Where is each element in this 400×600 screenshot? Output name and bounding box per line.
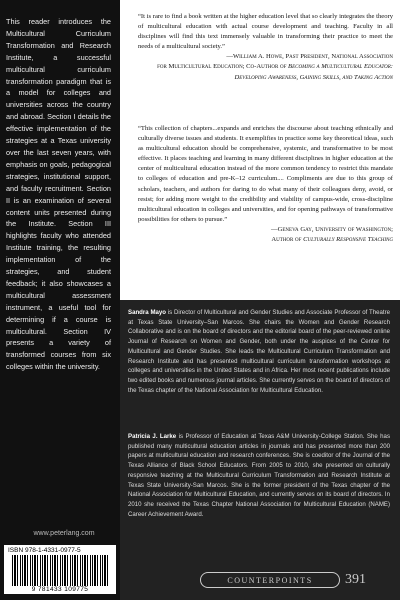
bio-text: is Director of Multicultural and Gender Studies and Associate Professor of Theatre at Texas State University–San Marcos. She chairs the Women and Gender Research Collaborative and is on the board of directors and the editorial board of the peer-reviewed online Journal of Research on Women and Gender, both under the auspices of the Center for Multicultural and Gender Studies. She leads the Multicultural Curriculum Transformation and Research Institute and has presented multicultural curriculum transformation workshops at colleges and universities in the United States and in Africa. Her most recent publications include two edited books and numerous journal articles. She currently serves on the board of directors of the Texas chapter of the National Association for Multicultural Education.: [128, 309, 390, 394]
left-column: [0, 0, 120, 600]
endorsement-text: “This collection of chapters...expands and enriches the discourse about teaching ethnically and culturally diverse issues and students. It exemplifies in practice some key theoretical ideas, such as multicultural education should be comprehensive, systemic, and transformative to be most effective. It places teaching and learning in many different disciplines in higher education at the center of multicultural education instead of the more common tendency to restrict this mandate to colleges of education and pre-K–12 curriculum.... Compliments are due to this group of scholars, teachers, and authors for daring to do what many of their colleagues deny, avoid, or resist; for adding more weight to the credibility and viability of campus-wide, cross-discipline multicultural education in colleges and universities, and for opening pathways of transformative possibilities for others to pursue.”: [138, 125, 393, 223]
endorsement-gay: [138, 124, 393, 245]
author-bios-panel: [120, 300, 400, 600]
attribution-line: —William A. Howe, Past President, National Association: [226, 53, 393, 61]
isbn-label: ISBN 978-1-4331-0977-5: [8, 547, 81, 554]
endorsement-howe: [138, 12, 393, 83]
attribution-line: [138, 235, 393, 245]
barcode-icon: [12, 555, 110, 586]
endorsement-text: “It is rare to find a book written at the higher education level that so clearly integrates the theory of multicultural education with actual course development and teaching. Faculty in all disciplines will find this text immensely valuable in transforming their practice to meet the needs of a multicultural society.”: [138, 13, 393, 51]
attribution-book-title: Becoming a Multicultural Educator: Developing Awareness, Gaining Skills, and Taking Action: [234, 63, 393, 81]
bio-name: Patricia J. Larke: [128, 433, 177, 440]
series-number: 391: [345, 572, 366, 587]
bio-text: is Professor of Education at Texas A&M University-College Station. She has published many multicultural education articles in journals and has presented more than 200 papers at multicultural education and research conferences. She is coeditor of the Journal of the Texas Alliance of Black School Educators. From 2005 to 2010, she presented on culturally responsive teaching at the Multicultural Curriculum Transformation and Research Institute at Texas State University-San Marcos. She is the former president of the Texas chapter of the National Association for Multicultural Education, and currently serves on its board of directors. In 2010 she received the Texas Chapter National Association for Multicultural Education (NAME) Career Achievement Award.: [128, 433, 390, 518]
book-blurb: This reader introduces the Multicultural Curriculum Transformation and Research Institute, a successful multicultural curriculum transformation paradigm that is a model for colleges and universities across the country and abroad. Section I details the effective implementation of the strategies at a Texas university over the last seven years, with emphasis on goals, pedagogical strategies, institutional support, and faculty recruitment. Section II is an examination of several content units presented during the Institute. Section III highlights faculty who attended Institute training, the resulting implementation of the strategies, and student feedback; it also showcases a multicultural assessment instrument, a useful tool for determining if a course is multicultural. Section IV presents a variety of transformed courses from six colleges within the university.: [6, 17, 111, 372]
bio-name: Sandra Mayo: [128, 309, 167, 316]
attribution-prefix: Author of: [271, 236, 304, 244]
attribution-line: [138, 62, 393, 82]
publisher-url: www.peterlang.com: [33, 530, 95, 537]
attribution-line: —Geneva Gay, University of Washington;: [271, 225, 393, 233]
attribution-prefix: for Multicultural Education; Co-Author of: [157, 63, 289, 71]
series-logo: COUNTERPOINTS: [200, 572, 340, 588]
attribution-book-title: Culturally Responsive Teaching: [303, 236, 393, 244]
barcode-digits: 9 781433 109775: [31, 586, 89, 593]
isbn-barcode-box: [4, 545, 116, 594]
endorsements-panel: [120, 0, 400, 300]
endorsement-attribution: [138, 225, 393, 245]
endorsement-attribution: [138, 52, 393, 82]
bio-mayo: [128, 308, 390, 395]
bio-larke: [128, 432, 390, 519]
